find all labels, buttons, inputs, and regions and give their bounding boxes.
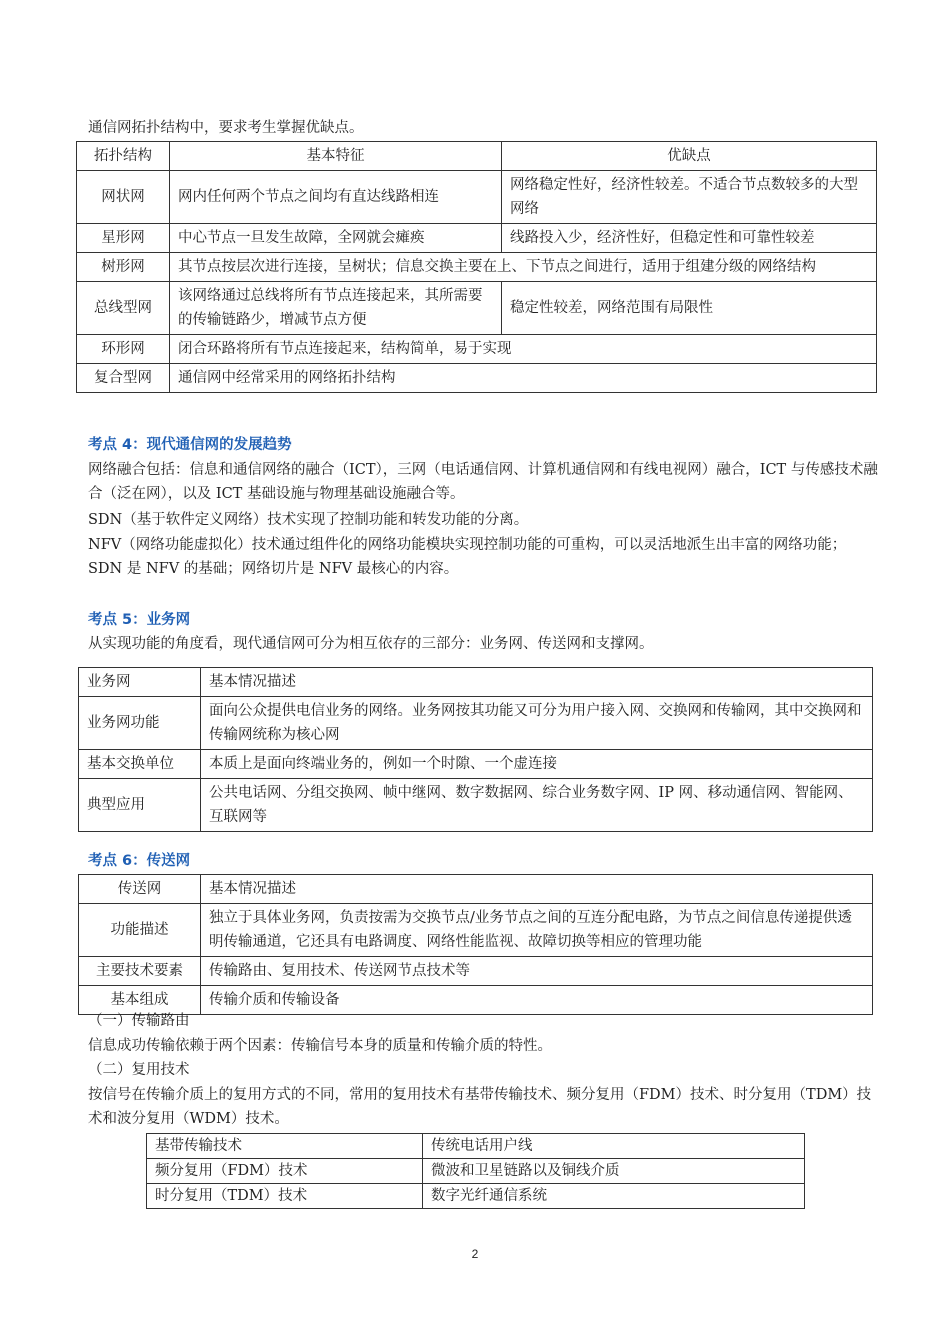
row-value: 传统电话用户线: [423, 1134, 805, 1159]
topology-merit: 网络稳定性好，经济性较差。不适合节点数较多的大型网络: [502, 171, 877, 224]
table-row: [79, 779, 873, 832]
topology-name: 环形网: [77, 335, 170, 364]
header-cell: 业务网: [79, 668, 201, 697]
topology-feature: 其节点按层次进行连接，呈树状；信息交换主要在上、下节点之间进行，适用于组建分级的网络结构: [170, 253, 877, 282]
row-label: 主要技术要素: [79, 957, 201, 986]
row-label: 典型应用: [79, 779, 201, 832]
topology-name: 星形网: [77, 224, 170, 253]
topology-feature: 中心节点一旦发生故障，全网就会瘫痪: [170, 224, 502, 253]
table-row: [77, 253, 877, 282]
table-row: [79, 957, 873, 986]
section6-heading: 考点 6：传送网: [88, 853, 191, 869]
row-value: 传输路由、复用技术、传送网节点技术等: [201, 957, 873, 986]
table-row: [77, 335, 877, 364]
header-cell: 拓扑结构: [77, 142, 170, 171]
table-header-row: [79, 668, 873, 697]
topology-merit: 稳定性较差，网络范围有局限性: [502, 282, 877, 335]
row-value: 传输介质和传输设备: [201, 986, 873, 1015]
subsection-1-title: （一）传输路由: [88, 1013, 190, 1029]
section4-paragraph-2: SDN（基于软件定义网络）技术实现了控制功能和转发功能的分离。: [88, 512, 529, 528]
subsection-1-text: 信息成功传输依赖于两个因素：传输信号本身的质量和传输介质的特性。: [88, 1038, 552, 1054]
row-label: 时分复用（TDM）技术: [147, 1184, 423, 1209]
row-label: 基本交换单位: [79, 750, 201, 779]
subsection-2-text: 按信号在传输介质上的复用方式的不同，常用的复用技术有基带传输技术、频分复用（FDM）技术、时分复用（TDM）技术和波分复用（WDM）技术。: [88, 1087, 872, 1127]
topology-feature: 该网络通过总线将所有节点连接起来，其所需要的传输链路少，增减节点方便: [170, 282, 502, 335]
topology-name: 总线型网: [77, 282, 170, 335]
topology-name: 复合型网: [77, 364, 170, 393]
section4-heading: 考点 4：现代通信网的发展趋势: [88, 437, 292, 453]
topology-feature: 通信网中经常采用的网络拓扑结构: [170, 364, 877, 393]
topology-table: [76, 141, 877, 393]
table-row: [77, 171, 877, 224]
table-header-row: [79, 875, 873, 904]
section4-paragraph-3: NFV（网络功能虚拟化）技术通过组件化的网络功能模块实现控制功能的可重构，可以灵活地派生出丰富的网络功能；SDN 是 NFV 的基础；网络切片是 NFV 最核心的内容。: [88, 537, 847, 577]
row-value: 面向公众提供电信业务的网络。业务网按其功能又可分为用户接入网、交换网和传输网，其中交换网和传输网统称为核心网: [201, 697, 873, 750]
row-value: 本质上是面向终端业务的，例如一个时隙、一个虚连接: [201, 750, 873, 779]
header-cell: 基本情况描述: [201, 668, 873, 697]
table-row: [79, 697, 873, 750]
row-label: 功能描述: [79, 904, 201, 957]
section5-paragraph: 从实现功能的角度看，现代通信网可分为相互依存的三部分：业务网、传送网和支撑网。: [88, 636, 654, 652]
row-label: 业务网功能: [79, 697, 201, 750]
section5-heading: 考点 5：业务网: [88, 612, 191, 628]
row-label: 基带传输技术: [147, 1134, 423, 1159]
topology-merit: 线路投入少，经济性好，但稳定性和可靠性较差: [502, 224, 877, 253]
row-value: 微波和卫星链路以及铜线介质: [423, 1159, 805, 1184]
table-row: [147, 1134, 805, 1159]
row-value: 数字光纤通信系统: [423, 1184, 805, 1209]
section4-paragraph-1: 网络融合包括：信息和通信网络的融合（ICT），三网（电话通信网、计算机通信网和有线电视网）融合，ICT 与传感技术融合（泛在网），以及 ICT 基础设施与物理基础设施融合等。: [88, 462, 878, 502]
header-cell: 优缺点: [502, 142, 877, 171]
multiplexing-table: [146, 1133, 805, 1209]
row-label: 频分复用（FDM）技术: [147, 1159, 423, 1184]
table-header-row: [77, 142, 877, 171]
table-row: [77, 364, 877, 393]
topology-feature: 网内任何两个节点之间均有直达线路相连: [170, 171, 502, 224]
topology-name: 网状网: [77, 171, 170, 224]
table-row: [147, 1159, 805, 1184]
table-row: [77, 224, 877, 253]
transport-network-table: [78, 874, 873, 1015]
service-network-table: [78, 667, 873, 832]
row-value: 公共电话网、分组交换网、帧中继网、数字数据网、综合业务数字网、IP 网、移动通信网、智能网、互联网等: [201, 779, 873, 832]
table-row: [77, 282, 877, 335]
topology-name: 树形网: [77, 253, 170, 282]
page-number: 2: [471, 1247, 479, 1261]
table-row: [79, 904, 873, 957]
table-row: [79, 750, 873, 779]
row-value: 独立于具体业务网，负责按需为交换节点/业务节点之间的互连分配电路，为节点之间信息传递提供透明传输通道，它还具有电路调度、网络性能监视、故障切换等相应的管理功能: [201, 904, 873, 957]
row-label: 基本组成: [79, 986, 201, 1015]
subsection-2-title: （二）复用技术: [88, 1062, 190, 1078]
header-cell: 传送网: [79, 875, 201, 904]
topology-feature: 闭合环路将所有节点连接起来，结构简单，易于实现: [170, 335, 877, 364]
header-cell: 基本特征: [170, 142, 502, 171]
table-row: [147, 1184, 805, 1209]
header-cell: 基本情况描述: [201, 875, 873, 904]
intro-text: 通信网拓扑结构中，要求考生掌握优缺点。: [88, 120, 364, 136]
